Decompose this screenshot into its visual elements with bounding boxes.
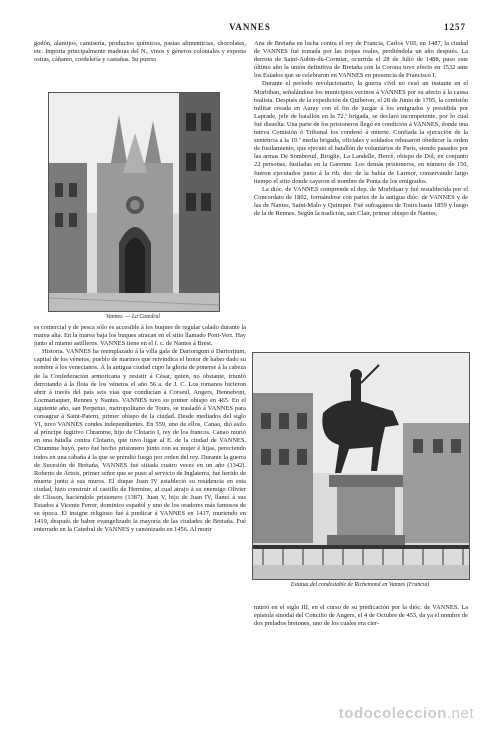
paragraph: Historia. VANNES ha reemplazado á la villa gala de Dariorigum ó Darioritum, capital de los vénetos, pueblo de marinos que reivindica el honor de haber dado su nombre á los venecianos. Á la antigua ciudad cupo la gloria de ponerse á la cabeza de la Confederación armoricana y resistir á César, quien, no obstante, triunfó derrotando á la flota de los vénetos el año 56 a. de J. C. Los romanos hicieron abrir á través del país seis vías que conducían á Corseul, Angers, Hennebont, Locmariaquer, Rennes y Nantes. VANNES tuvo su primer obispo en 465. En el siguiente año, san Perpetuo, metropolitano de Tours, se trasladó á VANNES para consagrar á Saint-Patern, primer obispo de la ciudad. Desde mediados del siglo VI, tuvo VANNES condes independientes. En 559, uno de ellos, Canao, dió asilo al príncipe fugitivo Chramme, hijo de Clotario I, rey de los francos. Canao murió en una batalla contra Clotario, que tuvo lugar al E. de la ciudad de VANNES. Chramme huyó, pero fué hecho prisionero junto con su mujer é hijas, pereciendo todos en una cabaña á la que se prendió fuego por orden del rey. Durante la guerra de Sucesión de Bretaña, VANNES fué sitiada cuatro veces en un año (1342). Roberto de Artois, primer señor que se puso al servicio de Inglaterra, fué herido de muerte junto á sus muros. El duque Juan IV estableció su residencia en esta ciudad, hizo construir el castillo de Hermine, al cual atrajo á su enemigo Olivier de Clisson, haciéndole prisionero (1387). Juan V, hijo de Juan IV, llamó á sus Estados á Vicente Ferrer, dominico español y uno de los oradores más famosos de su época. El insigne religioso fué á predicar á VANNES en 1417, muriendo en 1419, después de haber evangelizado la mayoría de las ciudades de Bretaña. Fué enterrado en la Catedral de VANNES y canonizado en 1456. Al morir	[34, 348, 246, 534]
statue-photo	[252, 352, 470, 580]
left-column-top	[34, 40, 246, 90]
watermark	[339, 705, 474, 722]
paragraph: godón, alamijos, camisería, productos químicos, pastas alimenticias, chocolates, etc. Importa principalmente maderas del N., vinos y géneros coloniales y exporta ostras, cáñamo, cordelería y castañas. Su puerto	[34, 40, 246, 64]
page-number: 1257	[444, 22, 466, 32]
watermark-domain: .net	[446, 705, 474, 722]
paragraph: Durante el período revolucionario, la guerra civil no cesó un instante en el Morbihan, señalándose los municipios vecinos á VANNES por su afecto á la causa realista. Después de la expedición de Quiberon, el 28 de Junio de 1795, la comisión militar creada en Auray con el fin de juzgar á los emigrados y presidida por Laprade, jefe de batallón en la 72.ª brigada, se declaró incompetente, por lo cual fué disuelta. Una parte de los prisioneros llegó en condición á VANNES, donde una nueva Comisión ó Tribunal los condenó á muerte. Confiada la ejecución de la sentencia á la 19.ª media brigada, oficiales y soldados rehusaron obedecer la orden de fusilamiento, que ejecutó el batallón de voluntarios de París, siendo pasados por las armas De Sombreuil, Broglie, La Landelle, Hercé, obispo de Dol, en conjunto 22 personas, fusiladas en la Garenne. Los demás prisioneros, en número de 150, fueron ejecutados junto á la rib. der. de la bahía de Larmor, conservando largo tiempo el sitio donde cayeron el nombre de Punta de los emigrados.	[254, 80, 468, 185]
left-column-bottom	[34, 324, 246, 718]
paragraph: La dióc. de VANNES comprende el dep. de Morbihan y fué restablecida por el Concordato de 1802, formándose con partes de la antigua dióc. de VANNES y de las de Nantes, Saint-Malo y Quimper. Fué sufragánea de Tours hasta 1859 y luego de la de Rennes. Según la tradición, san Clair, primer obispo de Nantes,	[254, 185, 468, 217]
cathedral-photo	[48, 92, 220, 312]
statue-image	[253, 353, 469, 579]
right-column-bottom	[254, 604, 468, 644]
watermark-brand: todocoleccion	[338, 705, 447, 722]
right-column-top	[254, 40, 468, 340]
paragraph: Ana de Bretaña en lucha contra el rey de Francia, Carlos VIII, en 1487, la ciudad de VANNES fué tomada por las tropas reales, perdiéndola un año después. La derrota de Saint-Aubin-du-Cormier, ocurrida el 28 de Julio de 1488, puso este último año la unión definitiva de Bretaña con la Corona tuvo efecto en 1532 ante los Estados que se celebraron en VANNES en presencia de Francisco I.	[254, 40, 468, 80]
cathedral-caption: Vannes. — La Catedral	[105, 314, 161, 320]
paragraph: murió en el siglo III, en el curso de su predicación por la dióc. de VANNES. La epístola sinodal del Concilio de Angers, el 4 de Octubre de 453, da ya el nombre de dos prelados bretones, uno de los cuales era cier-	[254, 604, 468, 628]
running-title: VANNES	[229, 22, 271, 32]
page-header	[34, 22, 466, 36]
statue-caption: Estatua del condestable de Richemond en Vannes (Francia)	[290, 582, 430, 588]
paragraph: es comercial y de pesca sólo es accesible á los buques de regular calado durante la marea alta. En la marea baja los buques atracan en el sitio llamado Pont-Vert. Hay junto al mismo astilleros. VANNES tiene en el f. c. de Nantes á Brest.	[34, 324, 246, 348]
cathedral-image	[49, 93, 219, 311]
